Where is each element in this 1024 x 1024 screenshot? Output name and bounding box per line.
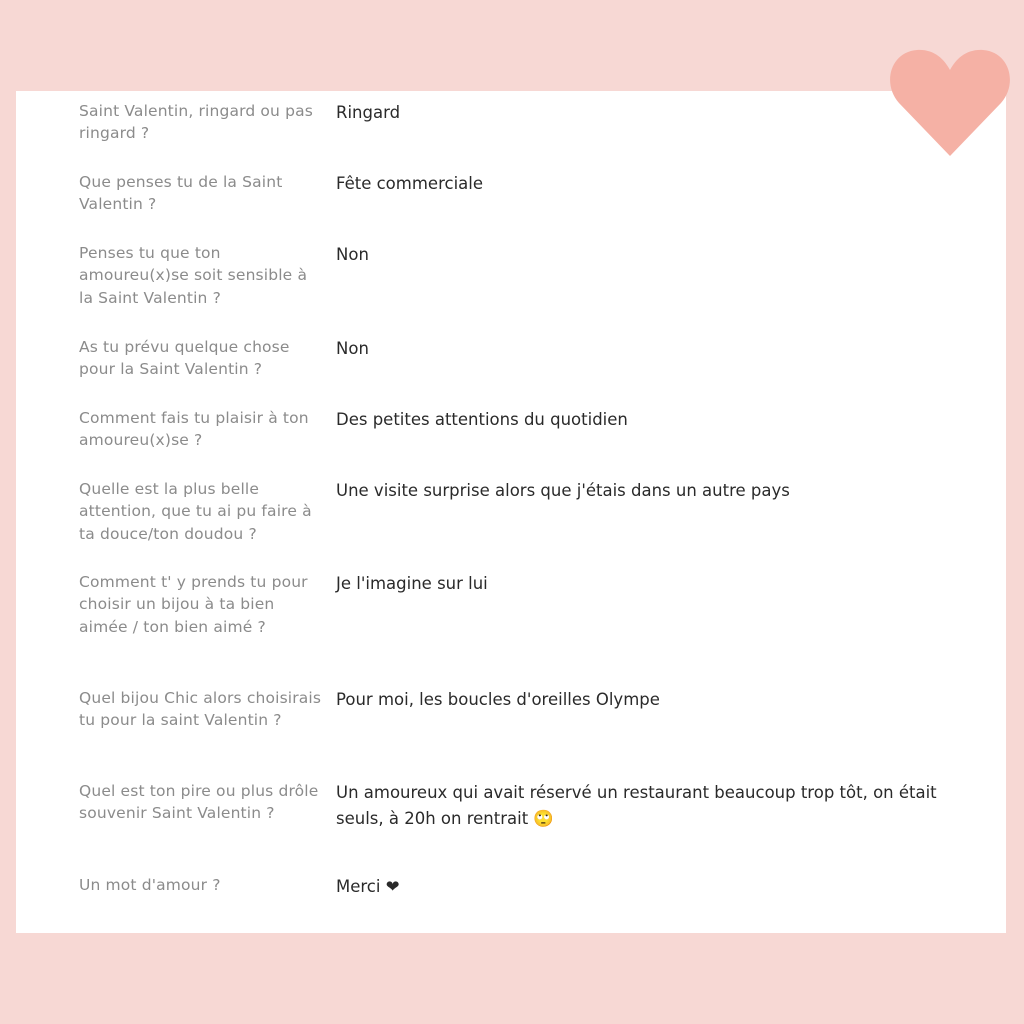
question-text: Saint Valentin, ringard ou pas ringard ? <box>79 102 313 143</box>
answer-text: Un amoureux qui avait réservé un restaurant beaucoup trop tôt, on était seuls, à 20h on rentrait 🙄 <box>336 783 937 828</box>
question-text: Quelle est la plus belle attention, que tu ai pu faire à ta douce/ton doudou ? <box>79 480 312 543</box>
answer-text: Une visite surprise alors que j'étais dans un autre pays <box>336 481 790 500</box>
heart-icon <box>890 46 1010 158</box>
answer-text: Pour moi, les boucles d'oreilles Olympe <box>336 690 660 709</box>
answer-text: Des petites attentions du quotidien <box>336 410 628 429</box>
answer-text: Je l'imagine sur lui <box>336 574 488 593</box>
question-text: As tu prévu quelque chose pour la Saint Valentin ? <box>79 338 290 379</box>
question-text: Penses tu que ton amoureu(x)se soit sensible à la Saint Valentin ? <box>79 244 308 307</box>
answer-text: Merci ❤ <box>336 877 400 896</box>
question-text: Comment t' y prends tu pour choisir un bijou à ta bien aimée / ton bien aimé ? <box>79 573 308 636</box>
question-text: Comment fais tu plaisir à ton amoureu(x)se ? <box>79 409 309 450</box>
question-text: Un mot d'amour ? <box>79 876 221 894</box>
answer-text: Fête commerciale <box>336 174 483 193</box>
qa-card <box>16 91 1006 933</box>
answer-text: Ringard <box>336 103 401 122</box>
question-text: Quel bijou Chic alors choisirais tu pour la saint Valentin ? <box>79 689 322 730</box>
question-text: Que penses tu de la Saint Valentin ? <box>79 173 283 214</box>
question-text: Quel est ton pire ou plus drôle souvenir Saint Valentin ? <box>79 782 319 823</box>
answer-text: Non <box>336 245 369 264</box>
answer-text: Non <box>336 339 369 358</box>
